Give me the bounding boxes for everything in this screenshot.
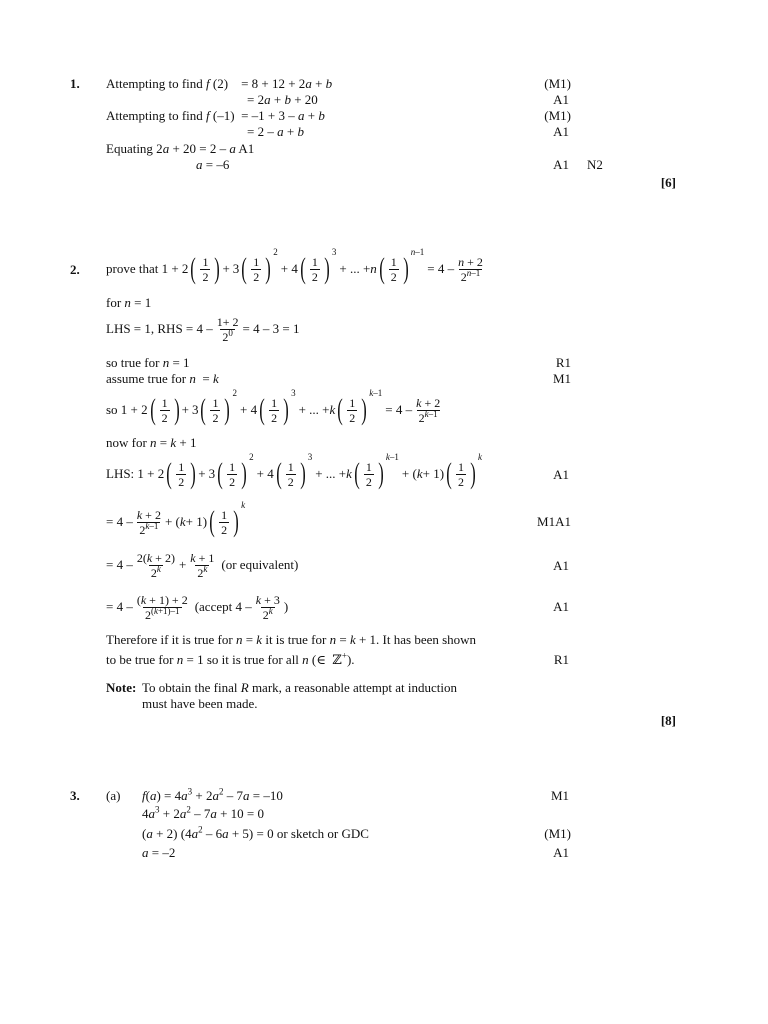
- question-number-2: 2.: [70, 262, 80, 277]
- q1-line-3: Attempting to find f (–1) = –1 + 3 – a + b: [106, 108, 325, 123]
- q3-line-3: (a + 2) $(4a^2 - 6a + 5) = 0$ or sketch or GDC: [142, 824, 369, 841]
- q2-step-2: = 4 – $\frac{2(k + 2)}{2^k}$ + $\frac{k + 1}{2^k}$ (or equivalent): [106, 550, 299, 580]
- q1-line-6: a = –6: [196, 157, 230, 172]
- q3-line-2: $4a^3 + 2a^2 - 7a + 10 = 0$: [142, 804, 265, 821]
- q2-for-n1: for n = 1: [106, 295, 152, 310]
- q1-line-1: Attempting to find f (2) = 8 + 12 + 2a + b: [106, 76, 333, 91]
- q2-step-1: = 4 – $\frac{k + 2}{2^{k-1}}$ + ( k + 1) ( $\frac{1}{2}$ ) k: [106, 500, 246, 538]
- q2-mark-r1a: R1: [555, 355, 571, 370]
- q3-part-a: (a): [106, 788, 121, 803]
- q2-mark-m1: M1: [552, 371, 571, 386]
- q2-note-1: To obtain the final R mark, a reasonable attempt at induction: [142, 680, 457, 695]
- q2-mark-m1a1: M1A1: [537, 514, 571, 529]
- q2-so-true: so true for n = 1: [106, 355, 190, 370]
- q1-line-2: = 2a + b + 20: [247, 92, 318, 107]
- q2-lhs-eq: LHS: 1 + 2 ( $\frac{1}{2}$ ) + 3 ( $\frac{1}{2}$ ) 2 + 4 ( $\frac{1}{2}$ ) 3 + ... + k ( $\frac{1}{2}$ ) k–1 + ( k + 1) ( $\frac{1}{2}$ ) k: [106, 452, 483, 490]
- q2-now-for: now for n = k + 1: [106, 435, 197, 450]
- q1-total: [6]: [660, 175, 676, 190]
- q1-mark-1: (M1): [544, 76, 571, 91]
- q2-assumption-eq: so 1 + 2 ( $\frac{1}{2}$ ) + 3 ( $\frac{1}{2}$ ) 2 + 4 ( $\frac{1}{2}$ ) 3 + ... + k ( $\frac{1}{2}$ ) k–1 = 4 – $\frac{k + 2}{2^{k-1}}$: [106, 388, 441, 426]
- q2-lhs-rhs: LHS = 1, RHS = 4 – $\frac{1+ 2}{2^0}$ = 4 – 3 = 1: [106, 314, 300, 344]
- q2-total: [8]: [660, 713, 676, 728]
- q2-mark-r1b: R1: [553, 652, 569, 667]
- q1-mark-n2: N2: [587, 157, 603, 172]
- q1-mark-3: (M1): [544, 108, 571, 123]
- q3-line-4: a = –2: [142, 845, 176, 860]
- q2-mark-a1a: A1: [553, 467, 569, 482]
- q3-mark-4: A1: [553, 845, 569, 860]
- q2-therefore-2: to be true for n = 1 so it is true for all n (∈ ℤ+).: [106, 650, 355, 667]
- q2-note-2: must have been made.: [142, 696, 258, 711]
- q1-mark-6: A1: [553, 157, 569, 172]
- q2-step-3: = 4 – $\frac{(k + 1) + 2}{2^{(k+1)-1}}$ (accept 4 – $\frac{k + 3}{2^k}$ ): [106, 592, 289, 622]
- q2-mark-a1b: A1: [553, 558, 569, 573]
- q2-therefore-1: Therefore if it is true for n = k it is true for n = k + 1. It has been shown: [106, 632, 477, 647]
- q1-mark-2: A1: [553, 92, 569, 107]
- question-number-1: 1.: [70, 76, 80, 91]
- q2-assume: assume true for n = k: [106, 371, 219, 386]
- q2-mark-a1c: A1: [553, 599, 569, 614]
- q3-mark-3: (M1): [544, 826, 571, 841]
- q1-mark-4: A1: [553, 124, 569, 139]
- q3-line-1: $f(a) = 4a^3 + 2a^2 - 7a = -10$: [142, 786, 283, 803]
- q1-line-5: Equating 2a + 20 = 2 – a A1: [106, 141, 255, 156]
- q1-line-4: = 2 – a + b: [247, 124, 304, 139]
- q2-statement: prove that 1 + 2 ( $\frac{1}{2}$ ) + 3 ( $\frac{1}{2}$ ) 2 + 4 ( $\frac{1}{2}$ ) 3 + ... + n ( $\frac{1}{2}$ ) n–1 = 4 – $\frac{n + 2}{2^{n-1}}$: [106, 247, 483, 285]
- q3-mark-1: M1: [550, 788, 569, 803]
- q2-note-label: Note:: [106, 680, 137, 695]
- question-number-3: 3.: [70, 788, 80, 803]
